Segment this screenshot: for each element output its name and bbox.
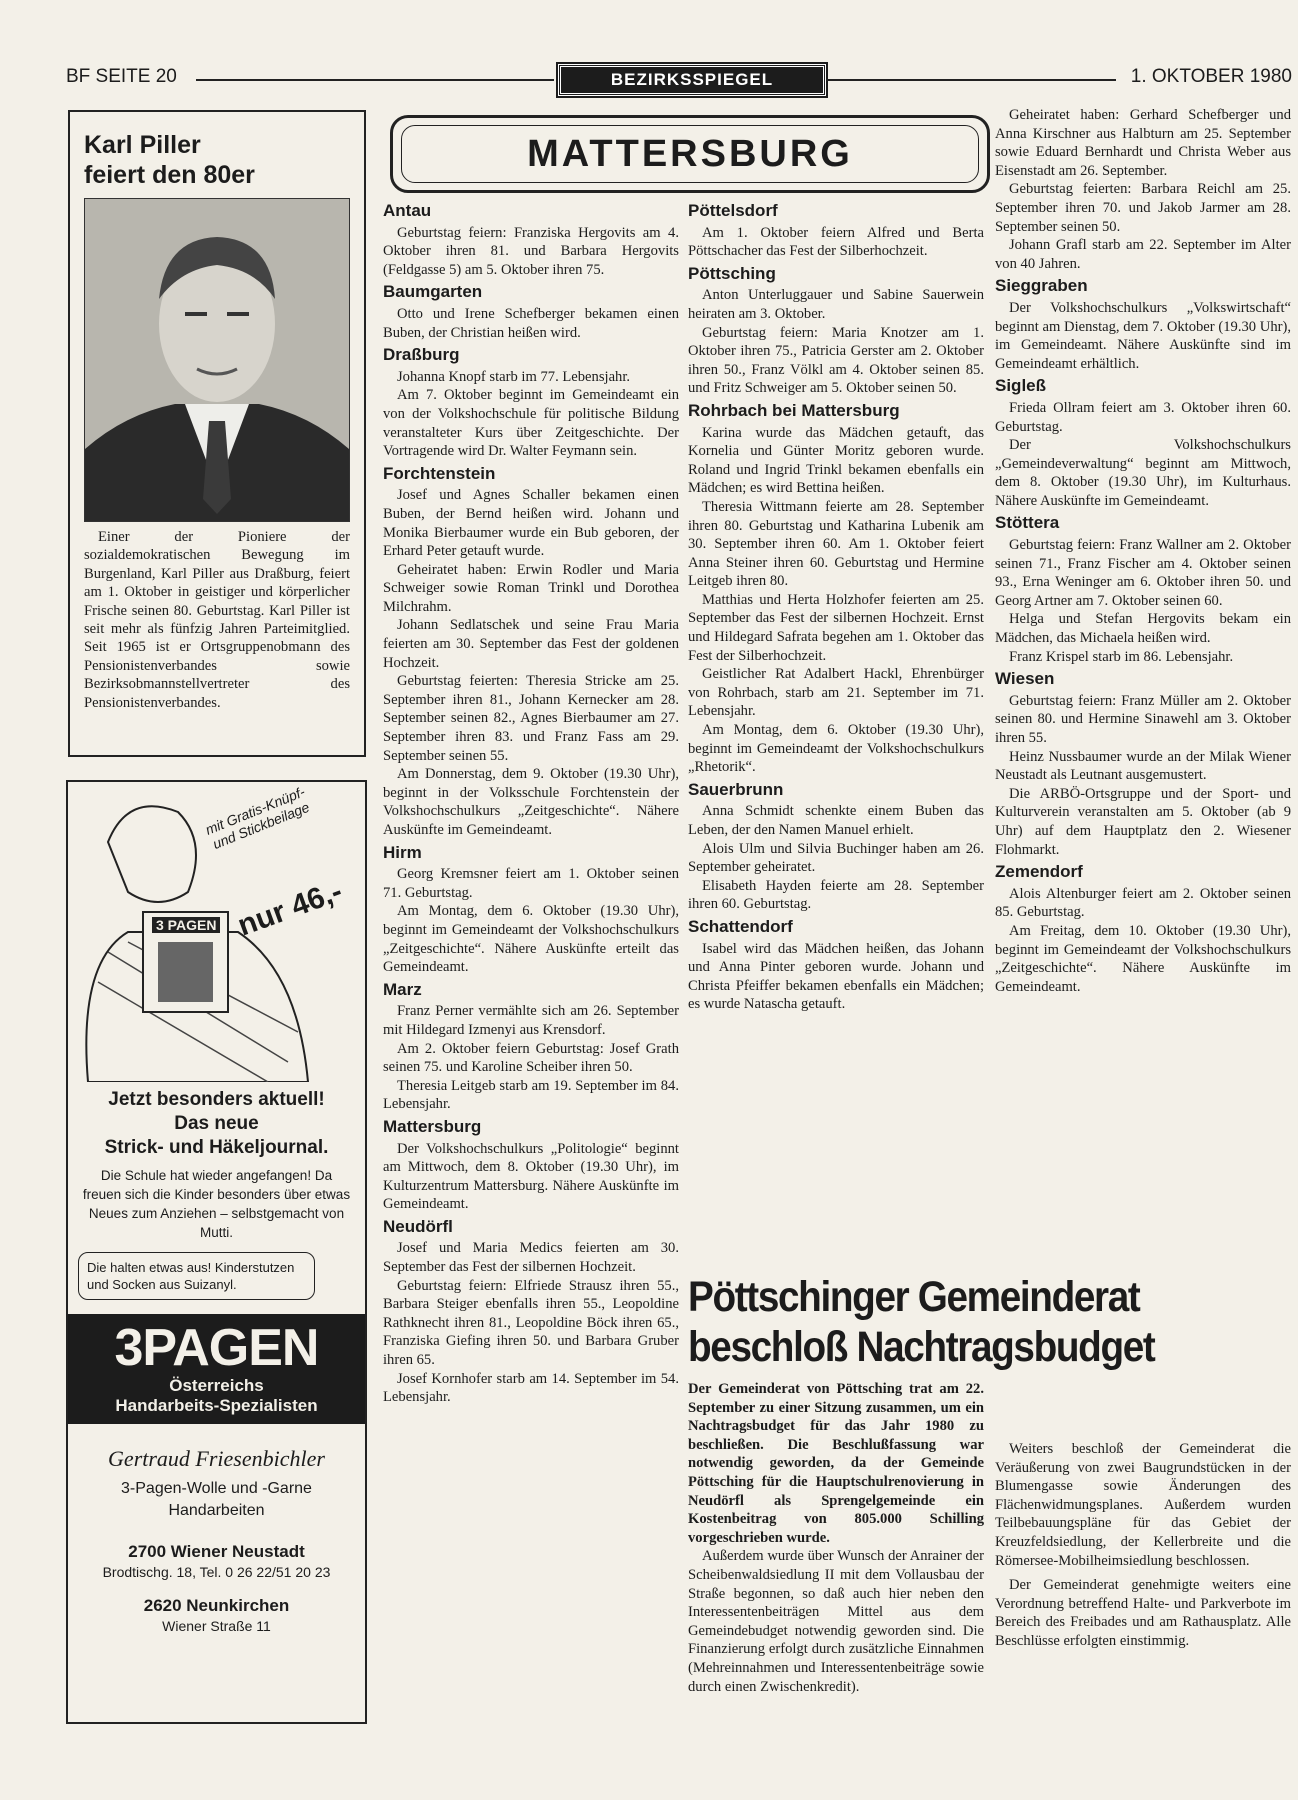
ad-headline	[68, 1088, 365, 1160]
news-item: Geburtstag feiern: Maria Knotzer am 1. Oktober ihren 75., Patricia Gerster am 2. Oktober ihren 50., Franz Völkl am 4. Oktober seinen 85. und Fritz Schweiger am 5. Oktober seinen 50.	[688, 324, 984, 397]
news-item: Der Volkshochschulkurs „Politologie“ beginnt am Mittwoch, dem 8. Oktober (19.30 Uhr), im Kulturzentrum Mattersburg. Nähere Auskünfte im Gemeindeamt.	[383, 1140, 679, 1213]
section-title: MATTERSBURG	[401, 125, 979, 183]
news-column	[688, 198, 984, 1014]
town-heading: Zemendorf	[995, 862, 1083, 882]
news-item: Elisabeth Hayden feierte am 28. September ihren 60. Geburtstag.	[688, 877, 984, 913]
issue-date: 1. OKTOBER 1980	[1130, 66, 1292, 87]
portrait-photo	[84, 198, 350, 522]
ad-headline-line: Strick- und Häkeljournal.	[104, 1137, 329, 1158]
town-heading: Hirm	[383, 842, 422, 862]
news-item: Karina wurde das Mädchen getauft, das Kornelia und Günter Moritz geboren wurde. Roland und Ingrid Trinkl bekamen ebenfalls ein Mädchen; es wird Bettina heißen.	[688, 424, 984, 497]
portrait-caption	[84, 528, 350, 712]
news-item: Geburtstag feierten: Theresia Stricke am 25. September ihren 81., Johann Kernecker am 28. September seinen 82., Agnes Bierbaumer am 27. September ihren 83. und Franz Fass am 29. September seinen 55.	[383, 673, 679, 764]
section-title-box	[390, 115, 990, 193]
news-item: Geheiratet haben: Gerhard Schefberger und Anna Kirschner aus Halbturn am 25. September sowie Eduard Bernhardt und Christa Weber aus Eisenstadt am 26. September.	[995, 107, 1291, 179]
caption-text: Einer der Pioniere der sozialdemokratischen Bewegung im Burgenland, Karl Piller aus Draßburg, feiert am 1. Oktober in geistiger und körperlicher Frische seinen 80. Geburtstag. Karl Piller ist seit mehr als fünfzig Jahren Parteimitglied. Seit 1965 ist er Ortsgruppenobmann des Pensionistenverbandes sowie Bezirksobmannstellvertreter des Pensionistenverbandes.	[84, 529, 350, 711]
town-heading: Pöttelsdorf	[688, 201, 778, 220]
town-heading: Draßburg	[383, 345, 460, 365]
news-item: Johann Sedlatschek und seine Frau Maria feierten am 30. September das Fest der goldenen Hochzeit.	[383, 617, 679, 671]
town-heading: Sigleß	[995, 376, 1047, 396]
town-heading: Wiesen	[995, 669, 1055, 689]
news-item: Am Montag, dem 6. Oktober (19.30 Uhr), beginnt im Gemeindeamt der Volkshochschulkurs „Rhetorik“.	[688, 722, 984, 776]
news-item: Theresia Leitgeb starb am 19. September im 84. Lebensjahr.	[383, 1077, 679, 1113]
town-heading: Rohrbach bei Mattersburg	[688, 400, 900, 420]
dealer-line: 3-Pagen-Wolle und -Garne	[121, 1480, 312, 1497]
news-item: Heinz Nussbaumer wurde an der Milak Wiener Neustadt als Leutnant ausgemustert.	[995, 748, 1291, 784]
news-item: Frieda Ollram feiert am 3. Oktober ihren 60. Geburtstag.	[995, 399, 1291, 435]
section-kicker: BEZIRKSSPIEGEL	[558, 64, 826, 96]
news-item: Josef und Agnes Schaller bekamen einen Buben, der Bernd heißen wird. Johann und Monika Bierbaumer wurde ein Bub geboren, der Erhard Peter getauft wurde.	[383, 487, 679, 560]
news-item: Franz Krispel starb im 86. Lebensjahr.	[1009, 648, 1234, 665]
ad-price: nur 46,-	[233, 874, 347, 943]
news-item: Die ARBÖ-Ortsgruppe und der Sport- und Kulturverein veranstalten am 5. Oktober (ab 9 Uhr) auf dem Hauptplatz den 2. Wiesener Flohmarkt.	[995, 785, 1291, 858]
news-item: Johanna Knopf starb im 77. Lebensjahr.	[397, 368, 631, 385]
magazine-logo: 3 PAGEN	[152, 917, 220, 933]
ad-body: Die Schule hat wieder angefangen! Da freuen sich die Kinder besonders über etwas Neues zum Anziehen – selbstgemacht von Mutti.	[82, 1168, 351, 1240]
article-paragraph: Außerdem wurde über Wunsch der Anrainer der Scheibenwaldsiedlung II mit dem Vollausbau der Straße begonnen, so daß auch hier neben den Interessentenbeiträgen Mittel aus dem Gemeindebudget notwendig geworden sind. Die Finanzierung erfolgt durch zusätzliche Einnahmen (Mehreinnahmen und Interessentenbeiträge sowie durch einen Zwischenkredit).	[688, 1548, 984, 1695]
advertisement	[66, 780, 367, 1724]
town-heading: Stöttera	[995, 513, 1060, 533]
news-item: Isabel wird das Mädchen heißen, das Johann und Anna Pinter geboren wurde. Johann und Christa Pfeiffer bekamen ebenfalls ein Mädchen; es wurde Natascha getauft.	[688, 940, 984, 1013]
page-number: BF SEITE 20	[66, 66, 177, 87]
dealer-name: Gertraud Friesenbichler	[108, 1446, 325, 1471]
news-item: Am 1. Oktober feiern Alfred und Berta Pöttschacher das Fest der Silberhochzeit.	[688, 224, 984, 260]
headline-line: beschloß Nachtragsbudget	[688, 1323, 1155, 1371]
news-item: Geburtstag feiern: Elfriede Strausz ihren 55., Barbara Steiger ebenfalls ihren 55., Leopoldine Rathknecht ihren 81., Leopoldine Böck ihren 65., Franziska Giefing ihren 50. und Barbara Gruber ihren 65.	[383, 1277, 679, 1369]
shop-address: Wiener Straße 11	[162, 1618, 271, 1634]
portrait-title	[84, 130, 364, 190]
brand-logo: 3PAGEN	[114, 1319, 319, 1377]
news-item: Alois Ulm und Silvia Buchinger haben am 26. September geheiratet.	[688, 840, 984, 876]
ad-headline-line: Jetzt besonders aktuell!	[108, 1089, 325, 1110]
news-item: Am 7. Oktober beginnt im Gemeindeamt ein von der Volkshochschule für politische Bildung veranstalteter Kurs über Zeitgeschichte. Der Vortragende wird Dr. Walter Feymann sein.	[383, 387, 679, 460]
news-item: Franz Perner vermählte sich am 26. September mit Hildegard Izmenyi aus Krensdorf.	[383, 1003, 679, 1038]
article-lead: Der Gemeinderat von Pöttsching trat am 22. September zu einer Sitzung zusammen, um ein Nachtragsbudget für das Jahr 1980 zu beschließen. Die Beschlußfassung war notwendig geworden, da der Gemeinde Pöttsching für die Hauptschulrenovierung in Neudörfl als Sprengelgemeinde ein Kostenbeitrag von 805.000 Schilling vorgeschrieben wurde.	[688, 1381, 984, 1546]
news-item: Geburtstag feiern: Franziska Hergovits am 4. Oktober ihren 81. und Barbara Hergovits (Feldgasse 5) am 5. Oktober ihren 75.	[383, 224, 679, 278]
news-item: Helga und Stefan Hergovits bekam ein Mädchen, das Michaela heißen wird.	[995, 611, 1291, 647]
news-item: Am Freitag, dem 10. Oktober (19.30 Uhr), beginnt im Gemeindeamt der Volkshochschulkurs „Zeitgeschichte“. Nähere Auskünfte im Gemeindeamt.	[995, 922, 1291, 995]
news-item: Geistlicher Rat Adalbert Hackl, Ehrenbürger von Rohrbach, starb am 21. September im 71. Lebensjahr.	[688, 666, 984, 720]
news-item: Am Donnerstag, dem 9. Oktober (19.30 Uhr), beginnt in der Volksschule Forchtenstein der Volkshochschulkurs „Zeitgeschichte“. Nähere Auskünfte im Gemeindeamt.	[383, 766, 679, 838]
article-headline	[688, 1272, 1233, 1372]
news-item: Geburtstag feiern: Franz Wallner am 2. Oktober seinen 71., Franz Fischer am 4. Oktober seinen 93., Erna Weninger am 6. Oktober ihren 50. und Georg Artner am 7. Oktober seinen 60.	[995, 537, 1291, 609]
town-heading: Sieggraben	[995, 276, 1088, 296]
news-item: Geheiratet haben: Erwin Rodler und Maria Schweiger sowie Roman Trinkl und Dorothea Milchrahm.	[383, 561, 679, 615]
article-column	[688, 1380, 984, 1696]
article-paragraph: Weiters beschloß der Gemeinderat die Veräußerung von zwei Baugrundstücken in der Blumengasse sowie Änderungen des Flächenwidmungsplanes. Außerdem wurden Teilbebauungspläne für das Gebiet der Kreuzfeldsiedlung, der Kellerbreite und die Römersee-Mobilheimsiedlung beschlossen.	[995, 1441, 1291, 1569]
brand-banner	[68, 1314, 365, 1424]
news-item: Geburtstag feiern: Franz Müller am 2. Oktober seinen 80. und Hermine Sinawehl am 3. Oktober ihren 55.	[995, 692, 1291, 746]
news-item: Alois Altenburger feiert am 2. Oktober seinen 85. Geburtstag.	[995, 885, 1291, 921]
news-item: Theresia Wittmann feierte am 28. September ihren 80. Geburtstag und Katharina Lubenik am 30. September ihren 60. Am 1. Oktober feiert Anna Steiner ihren 60. Geburtstag und Hermine Leitgeb ihren 80.	[688, 498, 984, 590]
shop-city: 2700 Wiener Neustadt	[128, 1542, 305, 1561]
news-column	[995, 106, 1291, 996]
headline-line: Pöttschinger Gemeinderat	[688, 1273, 1140, 1321]
town-heading: Schattendorf	[688, 916, 793, 936]
ad-callout: Die halten etwas aus! Kinderstutzen und Socken aus Suizanyl.	[78, 1252, 315, 1300]
man-portrait-image	[85, 199, 349, 521]
news-item: Otto und Irene Schefberger bekamen einen Buben, der Christian heißen wird.	[383, 305, 679, 341]
town-heading: Antau	[383, 201, 432, 220]
town-heading: Marz	[383, 979, 422, 999]
town-heading: Neudörfl	[383, 1216, 453, 1236]
header-rule	[196, 79, 554, 81]
town-heading: Baumgarten	[383, 282, 483, 302]
news-item: Geburtstag feierten: Barbara Reichl am 25. September ihren 70. und Jakob Jarmer am 28. September seinen 50.	[995, 181, 1291, 235]
shop-address: Brodtischg. 18, Tel. 0 26 22/51 20 23	[102, 1564, 331, 1580]
news-item: Josef und Maria Medics feierten am 30. September das Fest der silbernen Hochzeit.	[383, 1240, 679, 1276]
news-item: Am Montag, dem 6. Oktober (19.30 Uhr), beginnt im Gemeindeamt der Volkshochschulkurs „Zeitgeschichte“. Nähere Auskünfte erteilt das Gemeindeamt.	[383, 903, 679, 976]
ad-illustration	[68, 782, 365, 1082]
news-item: Johann Grafl starb am 22. September im Alter von 40 Jahren.	[995, 237, 1291, 272]
news-item: Anna Schmidt schenkte einem Buben das Leben, der den Namen Manuel erhielt.	[688, 803, 984, 838]
dealer-line: Handarbeiten	[168, 1502, 265, 1519]
brand-tagline: Handarbeits-Spezialisten	[115, 1396, 318, 1415]
town-heading: Pöttsching	[688, 263, 776, 283]
news-column	[383, 198, 679, 1407]
news-item: Der Volkshochschulkurs „Volkswirtschaft“ beginnt am Dienstag, dem 7. Oktober (19.30 Uhr), im Gemeindeamt. Nähere Auskünfte sind im Gemeindeamt erhältlich.	[995, 299, 1291, 372]
shop-city: 2620 Neunkirchen	[143, 1596, 290, 1615]
news-item: Matthias und Herta Holzhofer feierten am 25. September das Fest der silbernen Hochzeit. Ernst und Hildegard Safrata begehen am 1. Oktober das Fest der Silberhochzeit.	[688, 591, 984, 664]
portrait-article	[68, 110, 366, 757]
ad-headline-line: Das neue	[174, 1113, 259, 1134]
news-item: Am 2. Oktober feiern Geburtstag: Josef Grath seinen 75. und Karoline Scheiber ihren 50.	[383, 1040, 679, 1076]
portrait-title-line: Karl Piller	[84, 131, 201, 159]
town-heading: Mattersburg	[383, 1116, 482, 1136]
town-heading: Forchtenstein	[383, 463, 496, 483]
article-paragraph: Der Gemeinderat genehmigte weiters eine Verordnung betreffend Halte- und Parkverbote im Bereich des Freibades und am Rathausplatz. Alle Beschlüsse erfolgten einstimmig.	[995, 1577, 1291, 1649]
news-item: Der Volkshochschulkurs „Gemeindeverwaltung“ beginnt am Mittwoch, dem 8. Oktober (19.30 Uhr), im Kulturhaus. Nähere Auskünfte im Gemeindeamt.	[995, 437, 1291, 509]
article-column	[995, 1440, 1291, 1651]
free-supplement-badge: mit Gratis-Knüpf- und Stickbeilage	[202, 783, 312, 853]
news-item: Georg Kremsner feiert am 1. Oktober seinen 71. Geburtstag.	[383, 866, 679, 901]
town-heading: Sauerbrunn	[688, 779, 784, 799]
portrait-title-line: feiert den 80er	[84, 161, 255, 189]
news-item: Josef Kornhofer starb am 14. September im 54. Lebensjahr.	[383, 1370, 679, 1406]
header-rule	[826, 79, 1116, 81]
brand-tagline: Österreichs	[169, 1376, 264, 1395]
news-item: Anton Unterluggauer und Sabine Sauerwein heiraten am 3. Oktober.	[688, 287, 984, 322]
